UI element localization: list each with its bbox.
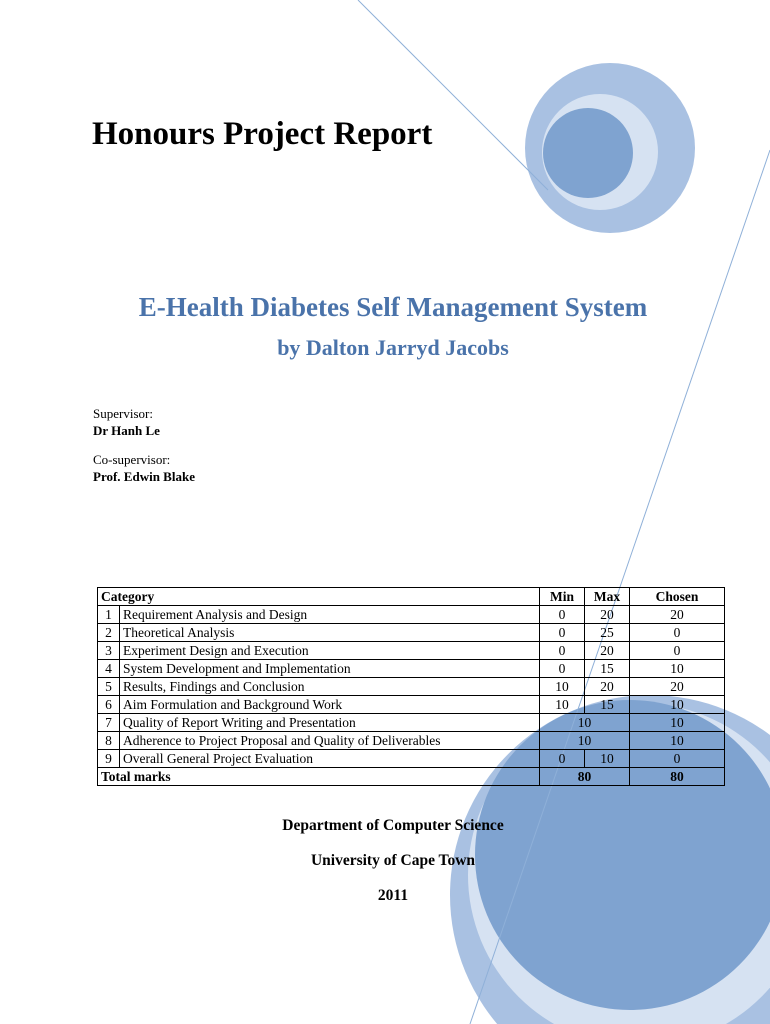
row-max: 20 — [585, 606, 630, 624]
supervisor-label: Supervisor: — [93, 406, 153, 421]
page-title: Honours Project Report — [92, 116, 433, 152]
row-number: 4 — [98, 660, 120, 678]
row-max: 20 — [585, 678, 630, 696]
total-value: 80 — [540, 768, 630, 786]
row-min: 0 — [540, 624, 585, 642]
table-row — [98, 642, 725, 660]
row-chosen: 20 — [630, 678, 725, 696]
row-number: 6 — [98, 696, 120, 714]
row-chosen: 20 — [630, 606, 725, 624]
table-row — [98, 750, 725, 768]
row-min: 0 — [540, 606, 585, 624]
table-row — [98, 606, 725, 624]
table-row — [98, 624, 725, 642]
row-category: Requirement Analysis and Design — [120, 606, 540, 624]
row-category: System Development and Implementation — [120, 660, 540, 678]
author-line: by Dalton Jarryd Jacobs — [277, 335, 509, 360]
row-number: 1 — [98, 606, 120, 624]
co-supervisor-label: Co-supervisor: — [93, 452, 171, 467]
row-chosen: 10 — [630, 696, 725, 714]
table-row — [98, 732, 725, 750]
table-row — [98, 696, 725, 714]
marks-table — [97, 587, 725, 786]
supervisor-name: Dr Hanh Le — [93, 423, 160, 438]
row-category: Quality of Report Writing and Presentation — [120, 714, 540, 732]
row-fixed-mark: 10 — [540, 714, 630, 732]
department-name: Department of Computer Science — [282, 817, 504, 834]
row-chosen: 10 — [630, 714, 725, 732]
row-max: 15 — [585, 696, 630, 714]
co-supervisor-name: Prof. Edwin Blake — [93, 469, 195, 484]
row-min: 10 — [540, 696, 585, 714]
row-min: 0 — [540, 660, 585, 678]
header-chosen: Chosen — [630, 588, 725, 606]
row-min: 0 — [540, 642, 585, 660]
total-label: Total marks — [98, 768, 540, 786]
top-circle-inner — [543, 108, 633, 198]
row-category: Results, Findings and Conclusion — [120, 678, 540, 696]
row-max: 10 — [585, 750, 630, 768]
row-chosen: 10 — [630, 660, 725, 678]
row-number: 3 — [98, 642, 120, 660]
row-chosen: 0 — [630, 624, 725, 642]
row-min: 10 — [540, 678, 585, 696]
header-min: Min — [540, 588, 585, 606]
row-chosen: 0 — [630, 642, 725, 660]
project-subtitle: E-Health Diabetes Self Management System — [138, 292, 648, 322]
university-name: University of Cape Town — [310, 852, 476, 869]
row-category: Theoretical Analysis — [120, 624, 540, 642]
report-year: 2011 — [377, 887, 409, 904]
row-min: 0 — [540, 750, 585, 768]
row-number: 9 — [98, 750, 120, 768]
total-chosen: 80 — [630, 768, 725, 786]
row-max: 15 — [585, 660, 630, 678]
row-chosen: 0 — [630, 750, 725, 768]
row-max: 20 — [585, 642, 630, 660]
row-category: Aim Formulation and Background Work — [120, 696, 540, 714]
header-category: Category — [98, 588, 540, 606]
table-row — [98, 714, 725, 732]
row-number: 8 — [98, 732, 120, 750]
row-category: Overall General Project Evaluation — [120, 750, 540, 768]
row-category: Experiment Design and Execution — [120, 642, 540, 660]
table-row — [98, 678, 725, 696]
row-number: 5 — [98, 678, 120, 696]
row-chosen: 10 — [630, 732, 725, 750]
row-fixed-mark: 10 — [540, 732, 630, 750]
header-max: Max — [585, 588, 630, 606]
decor-line-diagonal — [358, 0, 548, 190]
row-number: 2 — [98, 624, 120, 642]
total-row — [98, 768, 725, 786]
row-category: Adherence to Project Proposal and Quality of Deliverables — [120, 732, 540, 750]
row-number: 7 — [98, 714, 120, 732]
table-header-row — [98, 588, 725, 606]
row-max: 25 — [585, 624, 630, 642]
table-row — [98, 660, 725, 678]
